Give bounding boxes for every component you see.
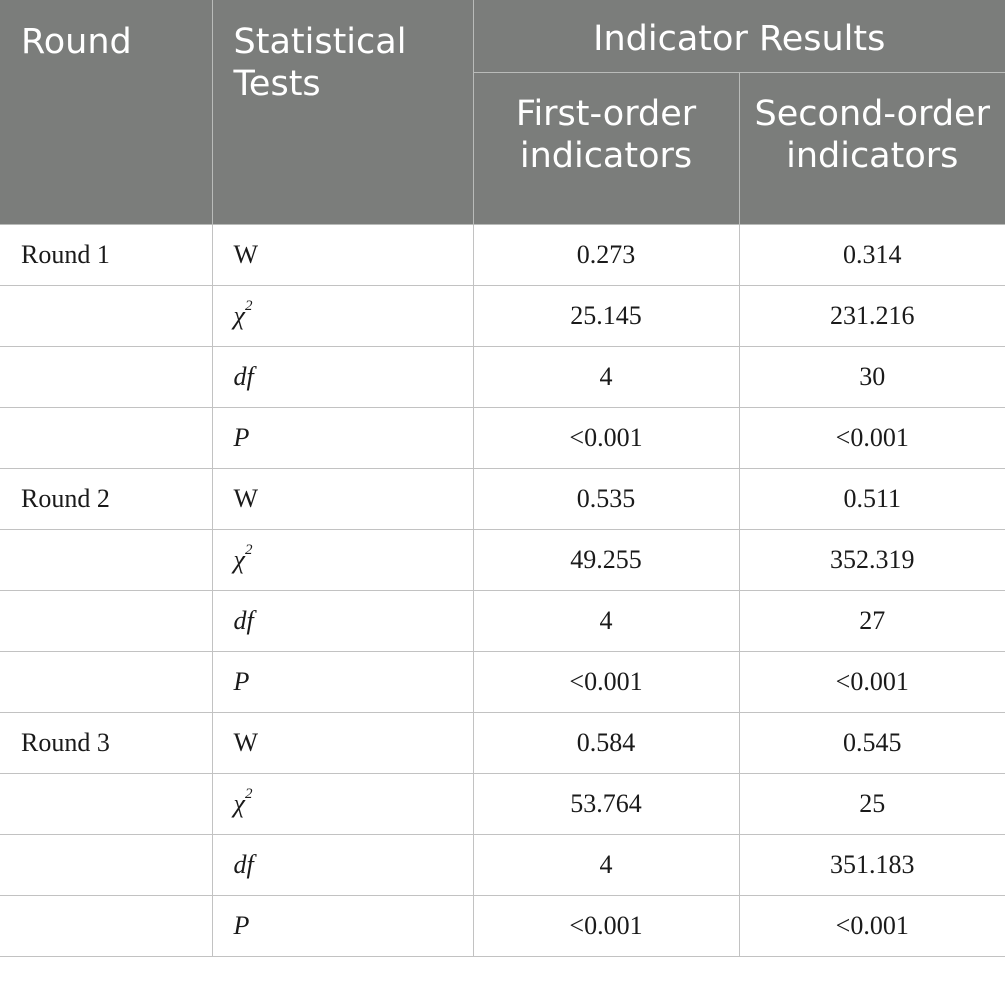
cell-statistical-test	[212, 224, 473, 285]
cell-round	[0, 407, 212, 468]
test-symbol: P	[233, 666, 250, 696]
cell-statistical-test	[212, 468, 473, 529]
test-symbol: P	[233, 422, 250, 452]
table-row	[0, 468, 1005, 529]
cell-first-order-value: <0.001	[473, 407, 739, 468]
cell-second-order-value: 0.511	[739, 468, 1005, 529]
table-body	[0, 224, 1005, 956]
table-row	[0, 834, 1005, 895]
table-row	[0, 712, 1005, 773]
cell-statistical-test	[212, 712, 473, 773]
cell-round: Round 2	[0, 468, 212, 529]
cell-round	[0, 651, 212, 712]
cell-second-order-value: 27	[739, 590, 1005, 651]
table-row	[0, 773, 1005, 834]
cell-second-order-value: 352.319	[739, 529, 1005, 590]
cell-second-order-value: 231.216	[739, 285, 1005, 346]
header-indicator-results: Indicator Results	[473, 0, 1005, 72]
cell-second-order-value: <0.001	[739, 895, 1005, 956]
cell-first-order-value: 25.145	[473, 285, 739, 346]
test-symbol: W	[233, 483, 259, 513]
cell-first-order-value: 0.584	[473, 712, 739, 773]
cell-second-order-value: <0.001	[739, 651, 1005, 712]
cell-statistical-test	[212, 407, 473, 468]
header-statistical-tests: Statistical Tests	[212, 0, 473, 224]
cell-first-order-value: 49.255	[473, 529, 739, 590]
test-symbol: W	[233, 727, 259, 757]
cell-second-order-value: 30	[739, 346, 1005, 407]
cell-round	[0, 346, 212, 407]
header-first-order: First-order indicators	[473, 72, 739, 224]
table-row	[0, 407, 1005, 468]
test-symbol: df	[233, 605, 254, 635]
cell-statistical-test	[212, 651, 473, 712]
header-second-order: Second-order indicators	[739, 72, 1005, 224]
test-superscript: 2	[244, 297, 253, 314]
test-superscript: 2	[244, 541, 253, 558]
table-row	[0, 590, 1005, 651]
table-row	[0, 895, 1005, 956]
test-symbol: df	[233, 849, 254, 879]
test-superscript: 2	[244, 785, 253, 802]
cell-statistical-test	[212, 529, 473, 590]
table-row	[0, 285, 1005, 346]
table-header	[0, 0, 1005, 224]
cell-round: Round 3	[0, 712, 212, 773]
cell-first-order-value: 0.535	[473, 468, 739, 529]
cell-second-order-value: 0.545	[739, 712, 1005, 773]
cell-statistical-test	[212, 590, 473, 651]
test-symbol: χ	[233, 544, 245, 574]
test-symbol: df	[233, 361, 254, 391]
test-symbol: χ	[233, 300, 245, 330]
table-row	[0, 651, 1005, 712]
table-row	[0, 224, 1005, 285]
cell-statistical-test	[212, 285, 473, 346]
cell-first-order-value: 4	[473, 346, 739, 407]
cell-statistical-test	[212, 346, 473, 407]
test-symbol: P	[233, 910, 250, 940]
cell-round	[0, 773, 212, 834]
cell-first-order-value: <0.001	[473, 895, 739, 956]
cell-second-order-value: 351.183	[739, 834, 1005, 895]
test-symbol: χ	[233, 788, 245, 818]
cell-first-order-value: 4	[473, 834, 739, 895]
cell-second-order-value: 0.314	[739, 224, 1005, 285]
cell-first-order-value: <0.001	[473, 651, 739, 712]
table-row	[0, 346, 1005, 407]
table-row	[0, 529, 1005, 590]
cell-statistical-test	[212, 773, 473, 834]
cell-second-order-value: <0.001	[739, 407, 1005, 468]
cell-first-order-value: 53.764	[473, 773, 739, 834]
header-round: Round	[0, 0, 212, 224]
cell-round	[0, 529, 212, 590]
cell-first-order-value: 0.273	[473, 224, 739, 285]
test-symbol: W	[233, 239, 259, 269]
cell-round: Round 1	[0, 224, 212, 285]
cell-round	[0, 834, 212, 895]
cell-round	[0, 285, 212, 346]
cell-first-order-value: 4	[473, 590, 739, 651]
cell-statistical-test	[212, 834, 473, 895]
cell-round	[0, 895, 212, 956]
cell-statistical-test	[212, 895, 473, 956]
cell-second-order-value: 25	[739, 773, 1005, 834]
cell-round	[0, 590, 212, 651]
